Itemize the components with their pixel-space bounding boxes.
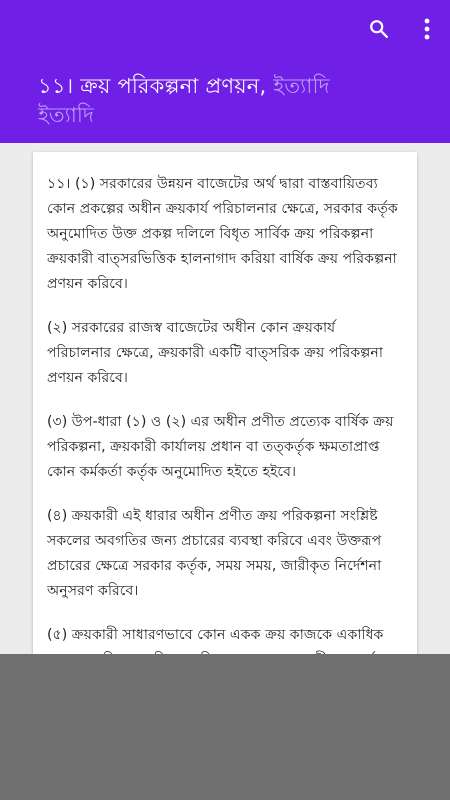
dim-overlay — [0, 654, 450, 800]
section-text — [33, 152, 417, 712]
search-icon[interactable] — [366, 14, 392, 44]
page-title-line2: ইত্যাদি — [38, 103, 94, 127]
page-title — [38, 72, 428, 101]
app-bar — [0, 0, 450, 143]
title-fade: ইত্যাদি — [273, 74, 330, 98]
content-card — [33, 152, 417, 712]
toolbar-actions — [366, 14, 440, 44]
paragraph-5: (৫) ক্রয়কারী সাধারণভাবে কোন একক ক্রয় কাজকে একাধিক — [47, 627, 384, 643]
paragraph-2: (২) সরকারের রাজস্ব বাজেটের অধীন কোন ক্রয়কার্য পরিচালনার ক্ষেত্রে, ক্রয়কারী একটি বাত্সরিক ক্রয় পরিকল্পনা প্রণয়ন করিবে। — [47, 320, 383, 386]
paragraph-4: (৪) ক্রয়কারী এই ধারার অধীন প্রণীত ক্রয় পরিকল্পনা সংশ্লিষ্ট সকলের অবগতির জন্য প্রচারের ব্যবস্থা করিবে এবং উক্তরূপ প্রচারের ক্ষেত্রে সরকার কর্তৃক, সময় সময়, জারীকৃত নির্দেশনা অনুসরণ করিবে। — [47, 508, 382, 599]
paragraph-3: (৩) উপ-ধারা (১) ও (২) এর অধীন প্রণীত প্রত্যেক বার্ষিক ক্রয় পরিকল্পনা, ক্রয়কারী কার্যালয় প্রধান বা তত্কর্তৃক ক্ষমতাপ্রাপ্ত কোন কর্মকর্তা কর্তৃক অনুমোদিত হইতে হইবে। — [47, 414, 394, 480]
paragraph-1: ১১। (১) সরকারের উন্নয়ন বাজেটের অর্থ দ্বারা বাস্তবায়িতব্য কোন প্রকল্পের অধীন ক্রয়কার্য পরিচালনার ক্ষেত্রে, সরকার কর্তৃক অনুমোদিত উক্ত প্রকল্প দলিলে বিধৃত সার্বিক ক্রয় পরিকল্পনা ক্রয়কারী বাত্সরভিত্তিক হালনাগাদ করিয়া বার্ষিক ক্রয় পরিকল্পনা প্রণয়ন করিবে। — [47, 176, 398, 292]
more-vert-icon[interactable] — [414, 14, 440, 44]
title-main: ১১। ক্রয় পরিকল্পনা প্রণয়ন, — [38, 74, 274, 98]
